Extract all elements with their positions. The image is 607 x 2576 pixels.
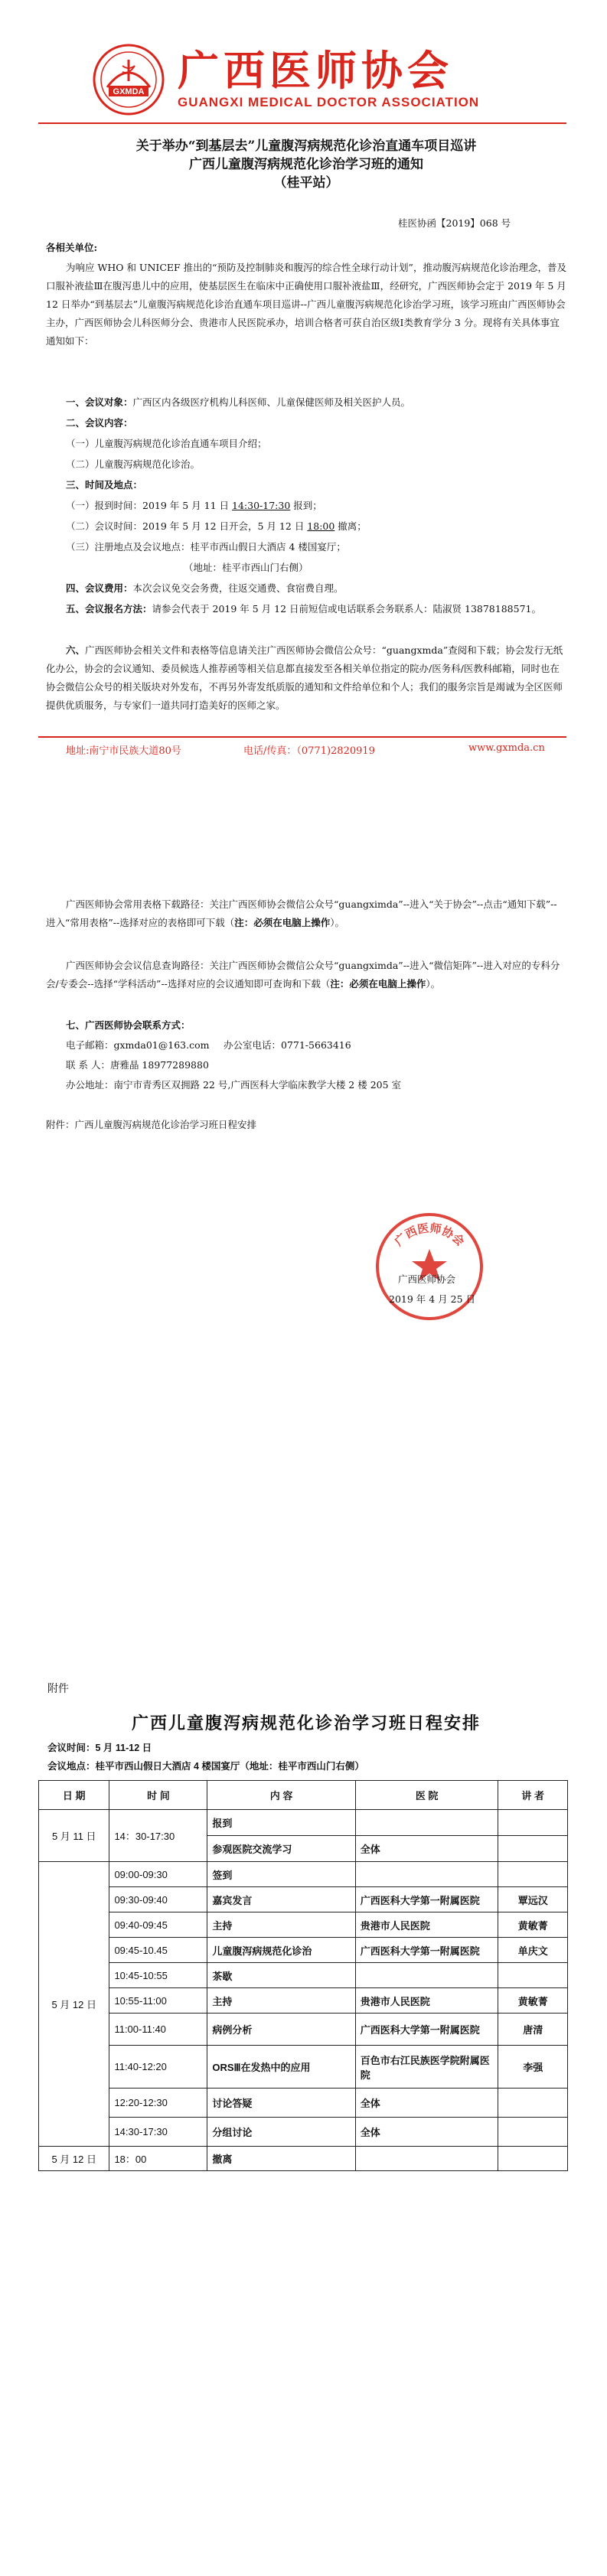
note: 注：必须在电脑上操作 [330,978,426,990]
speaker-cell [498,1862,568,1887]
speaker-cell [498,1810,568,1836]
text: 报到； [290,500,322,511]
intro-paragraph: 为响应 WHO 和 UNICEF 推出的“预防及控制肺炎和腹泻的综合性全球行动计划”，推动腹泻病规范化诊治理念，普及口服补液盐Ⅲ在腹泻患儿中的应用，使基层医生在临床中正确使用口服补液盐Ⅲ，经研究，广西医师协会定于 2019 年 5 月 12 日举办“到基层去”儿童腹泻病规范化诊治直通车项目巡讲--广西儿童腹泻病规范化诊治学习班，该学习班由广西医师协会主办，广西医师协会儿科医师分会、贵港市人民医院承办，培训合格者可获自治区级Ⅰ类教育学分 3 分。现将有关具体事宜通知如下： [46,262,566,347]
hospital-cell: 广西医科大学第一附属医院 [355,2014,498,2046]
hospital-cell: 全体 [355,2118,498,2147]
section-fees [66,579,344,598]
attachment-label: 附件 [47,1683,69,1695]
content-cell: 病例分析 [207,2014,355,2046]
header-content: 内 容 [207,1781,355,1810]
hospital-cell: 广西医科大学第一附属医院 [355,1887,498,1912]
speaker-cell: 单庆文 [498,1938,568,1963]
hospital-cell: 全体 [355,2089,498,2118]
svg-text:GXMDA: GXMDA [113,87,145,96]
footer-rule [38,736,566,738]
time-cell: 11:40-12:20 [109,2046,207,2089]
speaker-cell [498,1963,568,1988]
section-text: 广西区内各级医疗机构儿科医师、儿童保健医师及相关医护人员。 [132,396,411,408]
contact-label: 七、广西医师协会联系方式： [66,1019,191,1031]
hospital-cell: 百色市右江民族医学院附属医院 [355,2046,498,2089]
signer: 广西医师协会 [398,1273,456,1285]
table-row [39,1988,568,2014]
schedule-table [38,1780,568,2171]
text: （二）会议时间：2019 年 5 月 12 日开会，5 月 12 日 [66,520,308,532]
notice-title-line2: 广西儿童腹泻病规范化诊治学习班的通知 [189,157,423,172]
table-row [39,1887,568,1912]
section-label: 六、 [66,644,86,656]
time-cell: 10:55-11:00 [109,1988,207,2014]
table-row [39,2147,568,2171]
schedule-meeting-time: 会议时间：5 月 11-12 日 [47,1743,152,1753]
speaker-cell: 李强 [498,2046,568,2089]
header-date: 日 期 [39,1781,109,1810]
section-content-label: 二、会议内容： [66,417,133,429]
content-cell: 嘉宾发言 [207,1887,355,1912]
table-header-row [39,1781,568,1810]
time-cell: 14：30-17:30 [109,1810,207,1862]
attachment-note: 附件：广西儿童腹泻病规范化诊治学习班日程安排 [46,1119,257,1130]
org-name-en: GUANGXI MEDICAL DOCTOR ASSOCIATION [178,95,480,109]
text: ）。 [426,978,441,990]
text: ）。 [330,917,345,928]
table-row [39,2089,568,2118]
text: （一）报到时间：2019 年 5 月 11 日 [66,500,233,511]
forms-download-paragraph [46,895,566,932]
registration-hours: 14:30-17:30 [232,500,291,511]
association-logo [92,43,165,116]
text: 广西医师协会会议信息查询路径：关注广西医师协会微信公众号“guangximda”--进入“微信矩阵”--进入对应的专科分会/专委会--选择“学科活动”--选择对应的会议通知即可查询和下载（ [46,960,560,990]
table-row [39,1810,568,1836]
hospital-cell [355,1862,498,1887]
contact-office-address: 办公地址：南宁市青秀区双拥路 22 号,广西医科大学临床教学大楼 2 楼 205 室 [66,1079,402,1091]
table-row [39,2014,568,2046]
text: 撤离； [335,520,367,532]
section-text: 本次会议免交会务费，往返交通费、食宿费自理。 [132,582,344,594]
time-cell: 14:30-17:30 [109,2118,207,2147]
org-name: 广西医师协会 [178,46,453,95]
registration-time [66,497,322,515]
content-cell: 儿童腹泻病规范化诊治 [207,1938,355,1963]
content-cell: 主持 [207,1912,355,1938]
contact-person: 联 系 人：唐雅晶 18977289880 [66,1059,209,1071]
contact-office-phone: 办公室电话：0771-5663416 [224,1039,351,1051]
speaker-cell: 覃远汉 [498,1887,568,1912]
date-cell: 5 月 12 日 [39,1862,109,2147]
section-registration [46,600,566,618]
table-row [39,1912,568,1938]
speaker-cell [498,2089,568,2118]
speaker-cell [498,2118,568,2147]
time-cell: 12:20-12:30 [109,2089,207,2118]
content-cell: 分组讨论 [207,2118,355,2147]
hospital-cell [355,2147,498,2171]
meeting-venue: （三）注册地点及会议地点：桂平市西山假日大酒店 4 楼国宴厅； [66,541,346,553]
note: 注：必须在电脑上操作 [234,917,331,928]
footer-website[interactable]: www.gxmda.cn [468,742,545,754]
departure-time: 18:00 [307,520,335,532]
header-time: 时 间 [109,1781,207,1810]
table-row [39,1862,568,1887]
schedule-title: 广西儿童腹泻病规范化诊治学习班日程安排 [131,1714,481,1733]
speaker-cell: 黄敏菁 [498,1912,568,1938]
text: 广西医师协会常用表格下载路径：关注广西医师协会微信公众号“guangximda”--进入“关于协会”--点击“通知下载”--进入“常用表格”--选择对应的表格即可下载（ [46,898,557,928]
section-info [46,641,566,715]
issue-date: 2019 年 4 月 25 日 [389,1293,476,1305]
meeting-info-paragraph [46,957,566,993]
content-item-2: （二）儿童腹泻病规范化诊治。 [66,458,201,470]
notice-title-line1: 关于举办“到基层去”儿童腹泻病规范化诊治直通车项目巡讲 [135,139,477,154]
hospital-cell: 全体 [355,1836,498,1862]
speaker-cell: 黄敏菁 [498,1988,568,2014]
table-row [39,2118,568,2147]
section-text: 请参会代表于 2019 年 5 月 12 日前短信或电话联系会务联系人：陆淑贤 13878188571。 [152,603,541,615]
header-hospital: 医 院 [355,1781,498,1810]
speaker-cell [498,1836,568,1862]
header-rule [38,122,566,124]
time-cell: 09:45-10.45 [109,1938,207,1963]
header-speaker: 讲 者 [498,1781,568,1810]
table-row [39,1963,568,1988]
content-item-1: （一）儿童腹泻病规范化诊治直通车项目介绍； [66,438,267,449]
content-cell: ORSⅢ在发热中的应用 [207,2046,355,2089]
speaker-cell [498,2147,568,2171]
section-attendees [66,393,566,412]
content-cell: 茶歇 [207,1963,355,1988]
section-label: 四、会议费用： [66,582,133,594]
time-cell: 09:30-09:40 [109,1887,207,1912]
date-cell: 5 月 11 日 [39,1810,109,1862]
hospital-cell: 广西医科大学第一附属医院 [355,1938,498,1963]
hospital-cell [355,1963,498,1988]
meeting-time [66,517,367,536]
document-number: 桂医协函【2019】068 号 [398,217,511,229]
content-cell: 讨论答疑 [207,2089,355,2118]
time-cell: 11:00-11:40 [109,2014,207,2046]
hospital-cell: 贵港市人民医院 [355,1912,498,1938]
content-cell: 参观医院交流学习 [207,1836,355,1862]
time-cell: 09:00-09:30 [109,1862,207,1887]
section-text: 广西医师协会相关文件和表格等信息请关注广西医师协会微信公众号：“guangxmda”查阅和下载；协会发行无纸化办公，协会的会议通知、委员候选人推荐函等相关信息都直接发至各相关单位指定的院办/医务科/医教科邮箱，同时也在协会微信公众号的相关版块对外发布，不再另外寄发纸质版的通知和文件给单位和个人；我们的服务宗旨是竭诚为全区医师提供优质服务，与专家们一道共同打造美好的医师之家。 [46,644,563,711]
notice-title-line3: （桂平站） [273,175,339,191]
table-row [39,2046,568,2089]
hospital-cell: 贵港市人民医院 [355,1988,498,2014]
content-cell: 撤离 [207,2147,355,2171]
venue-address: （地址：桂平市西山门右侧） [184,562,308,573]
time-cell: 10:45-10:55 [109,1963,207,1988]
footer-address: 地址:南宁市民族大道80号 [66,745,181,757]
section-time-place-label: 三、时间及地点： [66,479,143,491]
hospital-cell [355,1810,498,1836]
content-cell: 签到 [207,1862,355,1887]
time-cell: 09:40-09:45 [109,1912,207,1938]
schedule-meeting-place: 会议地点：桂平市西山假日大酒店 4 楼国宴厅（地址：桂平市西山门右侧） [47,1761,364,1772]
salutation: 各相关单位: [46,242,98,253]
section-label: 一、会议对象： [66,396,133,408]
contact-email[interactable]: 电子邮箱：gxmda01@163.com [66,1039,210,1051]
footer-phone: 电话/传真：（0771)2820919 [243,745,375,757]
time-cell: 18：00 [109,2147,207,2171]
content-cell: 报到 [207,1810,355,1836]
svg-text:广西医师协会: 广西医师协会 [391,1221,468,1249]
section-label: 五、会议报名方法： [66,603,152,615]
table-row [39,1938,568,1963]
content-cell: 主持 [207,1988,355,2014]
date-cell: 5 月 12 日 [39,2147,109,2171]
speaker-cell: 唐清 [498,2014,568,2046]
